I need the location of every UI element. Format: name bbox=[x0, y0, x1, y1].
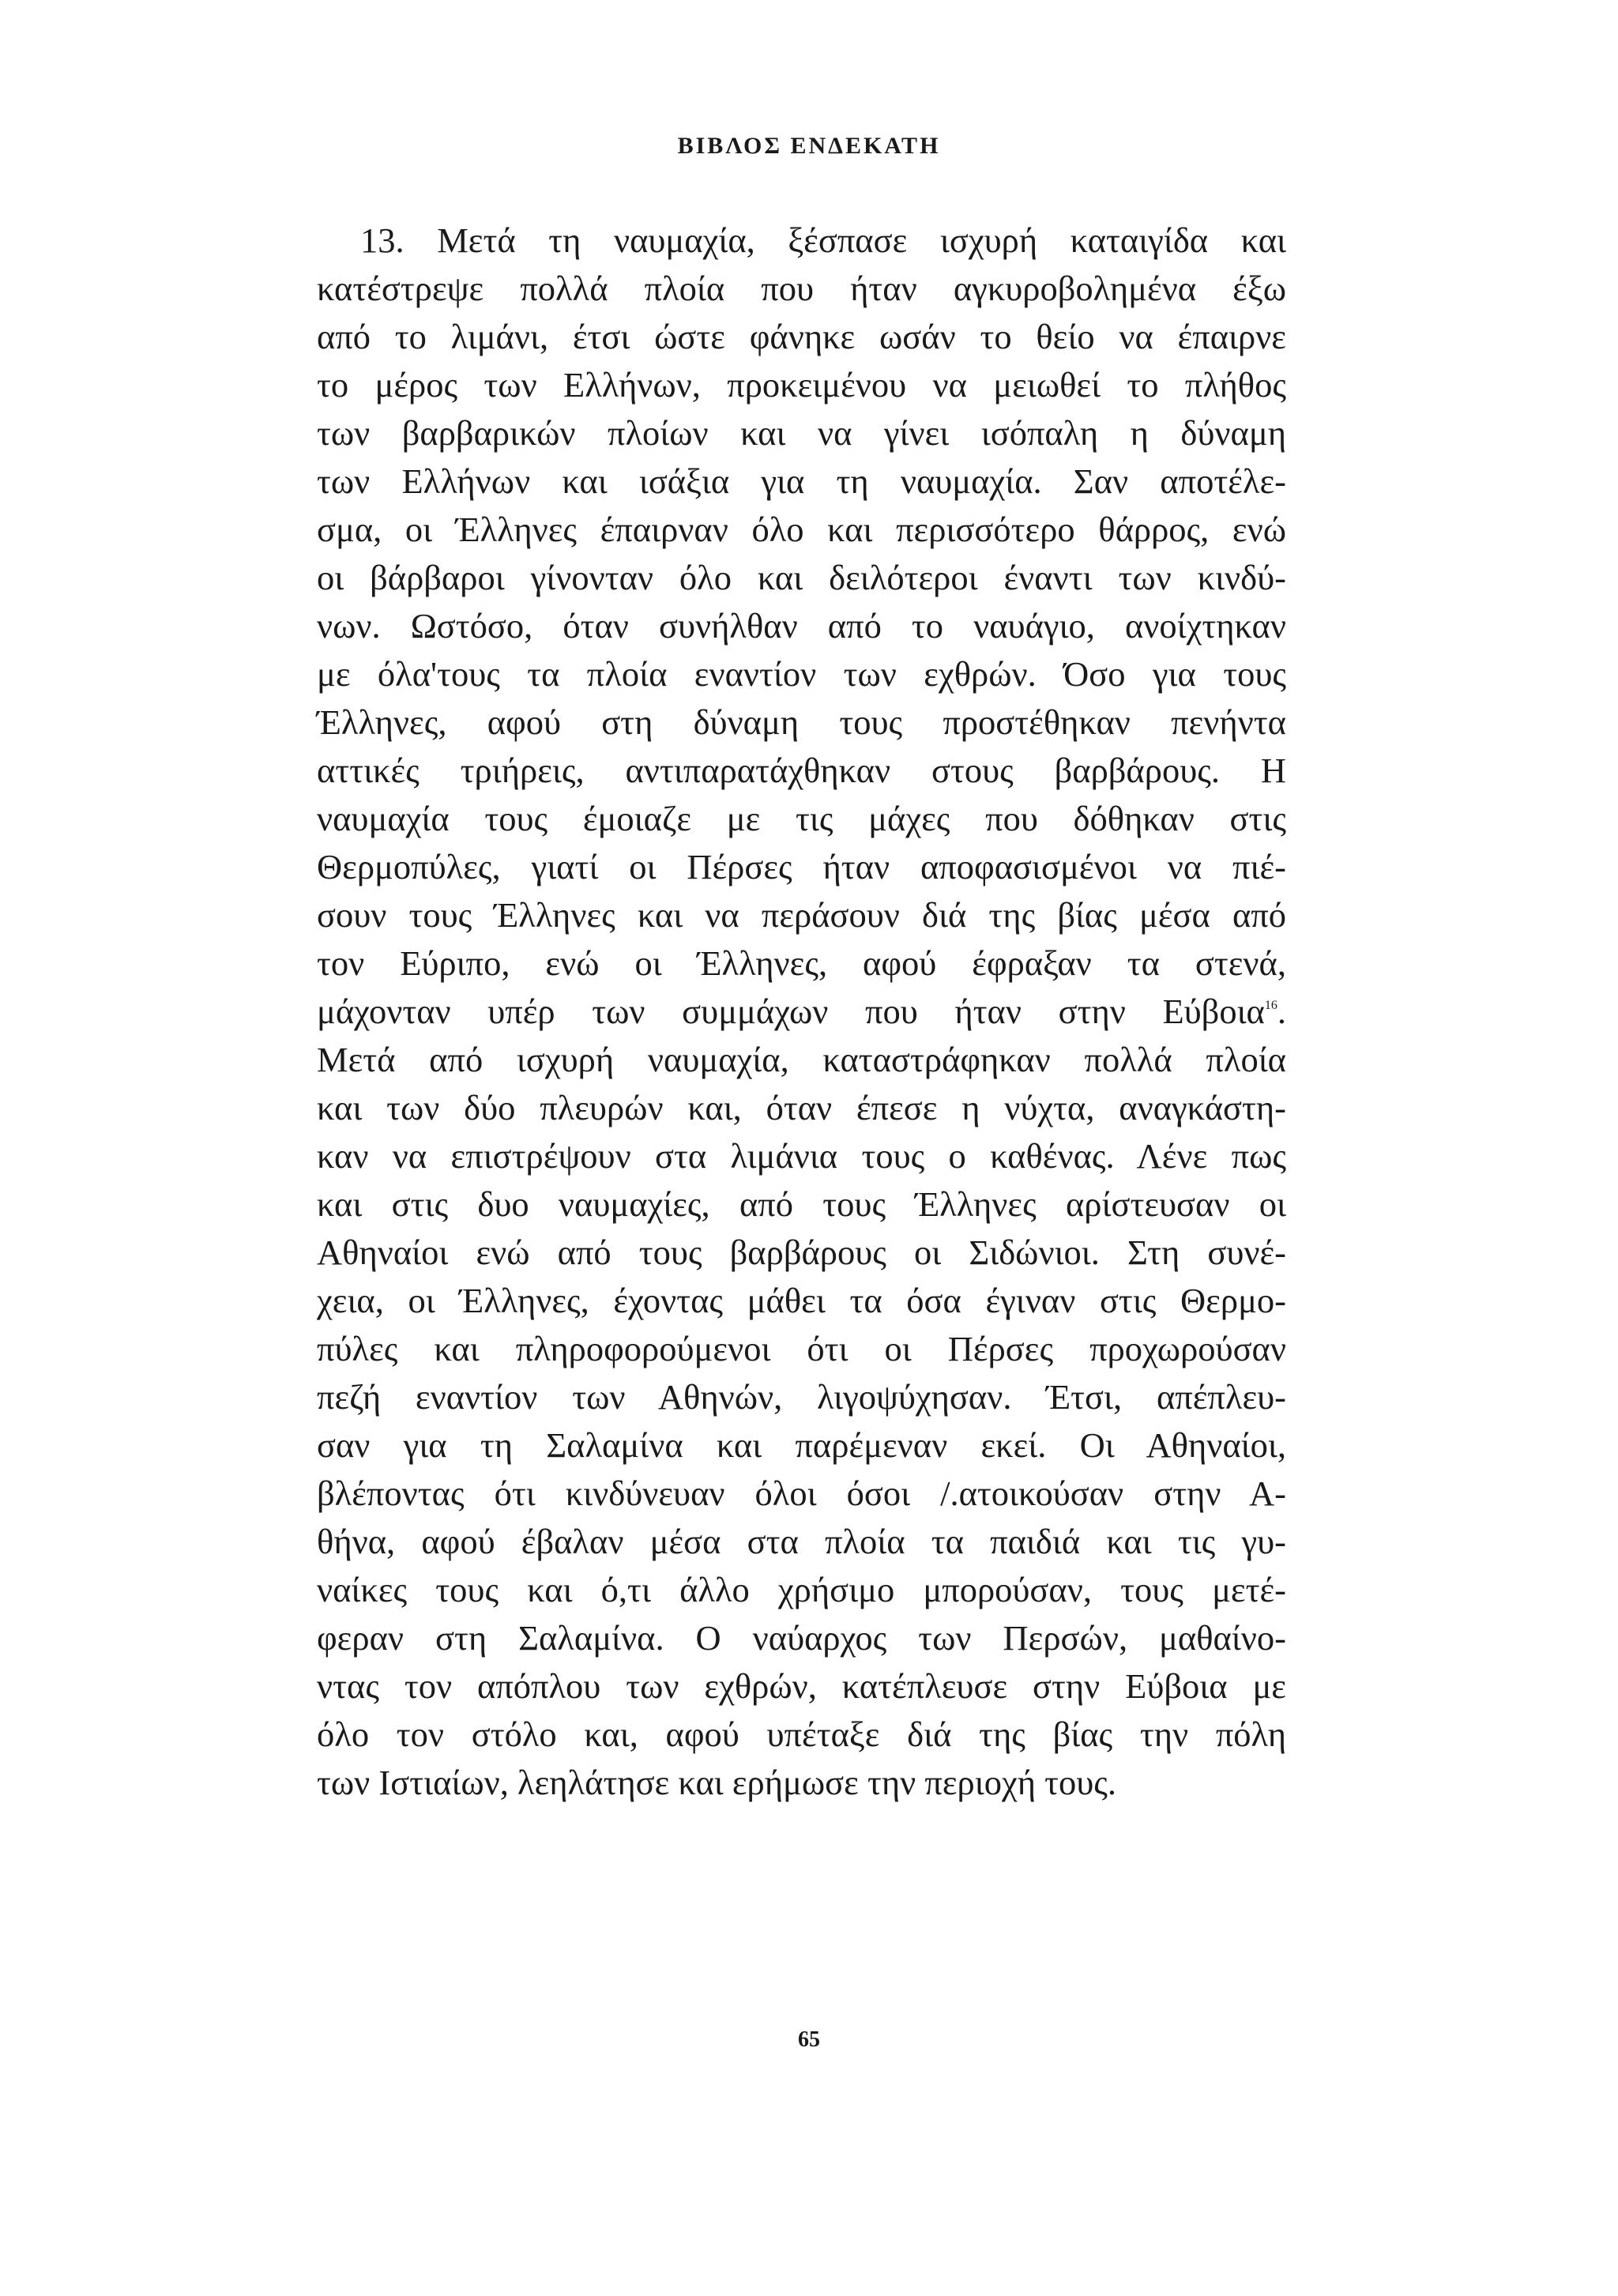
text-line-segment: μάχονταν υπέρ των συμμάχων που ήταν στην Εύβοια bbox=[317, 992, 1265, 1031]
text-line: πύλες και πληροφορούμενοι ότι οι Πέρσες προχωρούσαν bbox=[317, 1329, 1286, 1368]
text-line: σαν για τη Σαλαμίνα και παρέμεναν εκεί. Οι Αθηναίοι, bbox=[317, 1425, 1286, 1465]
text-line: το μέρος των Ελλήνων, προκειμένου να μειωθεί το πλήθος bbox=[317, 365, 1286, 405]
text-line: θήνα, αφού έβαλαν μέσα στα πλοία τα παιδιά και τις γυ- bbox=[317, 1522, 1286, 1561]
text-line: και στις δυο ναυμαχίες, από τους Έλληνες αρίστευσαν οι bbox=[317, 1184, 1286, 1224]
text-line: όλο τον στόλο και, αφού υπέταξε διά της βίας την πόλη bbox=[317, 1714, 1286, 1754]
text-line: ναυμαχία τους έμοιαζε με τις μάχες που δόθηκαν στις bbox=[317, 799, 1286, 838]
text-line: φεραν στη Σαλαμίνα. Ο ναύαρχος των Περσών, μαθαίνο- bbox=[317, 1618, 1286, 1658]
text-line: με όλα'τους τα πλοία εναντίον των εχθρών. Όσο για τους bbox=[317, 654, 1286, 694]
text-line: κατέστρεψε πολλά πλοία που ήταν αγκυροβολημένα έξω bbox=[317, 269, 1286, 308]
text-line: πεζή εναντίον των Αθηνών, λιγοψύχησαν. Έτσι, απέπλευ- bbox=[317, 1377, 1286, 1417]
footnote-reference: 16 bbox=[1264, 999, 1277, 1012]
main-text bbox=[317, 216, 1286, 1807]
text-line: των βαρβαρικών πλοίων και να γίνει ισόπαλη η δύναμη bbox=[317, 413, 1286, 453]
text-line: καν να επιστρέψουν στα λιμάνια τους ο καθένας. Λένε πως bbox=[317, 1136, 1286, 1176]
text-line: σμα, οι Έλληνες έπαιρναν όλο και περισσότερο θάρρος, ενώ bbox=[317, 510, 1286, 549]
text-line: τον Εύριπο, ενώ οι Έλληνες, αφού έφραξαν τα στενά, bbox=[317, 943, 1286, 983]
text-line-with-footnote bbox=[317, 988, 1286, 1036]
text-line: Θερμοπύλες, γιατί οι Πέρσες ήταν αποφασισμένοι να πιέ- bbox=[317, 847, 1286, 886]
text-line: Μετά από ισχυρή ναυμαχία, καταστράφηκαν πολλά πλοία bbox=[317, 1040, 1286, 1079]
text-line: και των δύο πλευρών και, όταν έπεσε η νύχτα, αναγκάστη- bbox=[317, 1088, 1286, 1127]
text-line: των Ιστιαίων, λεηλάτησε και ερήμωσε την περιοχή τους. bbox=[317, 1763, 1117, 1802]
running-header: ΒΙΒΛΟΣ ΕΝΔΕΚΑΤΗ bbox=[677, 133, 941, 159]
text-line: από το λιμάνι, έτσι ώστε φάνηκε ωσάν το θείο να έπαιρνε bbox=[317, 317, 1286, 356]
text-line: ντας τον απόπλου των εχθρών, κατέπλευσε στην Εύβοια με bbox=[317, 1666, 1286, 1706]
text-line: αττικές τριήρεις, αντιπαρατάχθηκαν στους βαρβάρους. Η bbox=[317, 751, 1286, 790]
text-line: νων. Ωστόσο, όταν συνήλθαν από το ναυάγιο, ανοίχτηκαν bbox=[317, 606, 1286, 646]
text-line: 13. Μετά τη ναυμαχία, ξέσπασε ισχυρή καταιγίδα και bbox=[360, 220, 1286, 260]
text-line: χεια, οι Έλληνες, έχοντας μάθει τα όσα έγιναν στις Θερμο- bbox=[317, 1281, 1286, 1320]
text-line: σουν τους Έλληνες και να περάσουν διά της βίας μέσα από bbox=[317, 895, 1286, 935]
text-line: Έλληνες, αφού στη δύναμη τους προστέθηκαν πενήντα bbox=[317, 702, 1286, 742]
text-line: Αθηναίοι ενώ από τους βαρβάρους οι Σιδώνιοι. Στη συνέ- bbox=[317, 1233, 1286, 1272]
text-line: βλέποντας ότι κινδύνευαν όλοι όσοι /.ατοικούσαν στην Α- bbox=[317, 1474, 1286, 1513]
page-number: 65 bbox=[798, 2027, 820, 2052]
text-line: ναίκες τους και ό,τι άλλο χρήσιμο μπορούσαν, τους μετέ- bbox=[317, 1570, 1286, 1609]
text-line: των Ελλήνων και ισάξια για τη ναυμαχία. Σαν αποτέλε- bbox=[317, 461, 1286, 501]
text-line: οι βάρβαροι γίνονταν όλο και δειλότεροι έναντι των κινδύ- bbox=[317, 558, 1286, 597]
footnote-trailing-punctuation: . bbox=[1277, 992, 1286, 1031]
